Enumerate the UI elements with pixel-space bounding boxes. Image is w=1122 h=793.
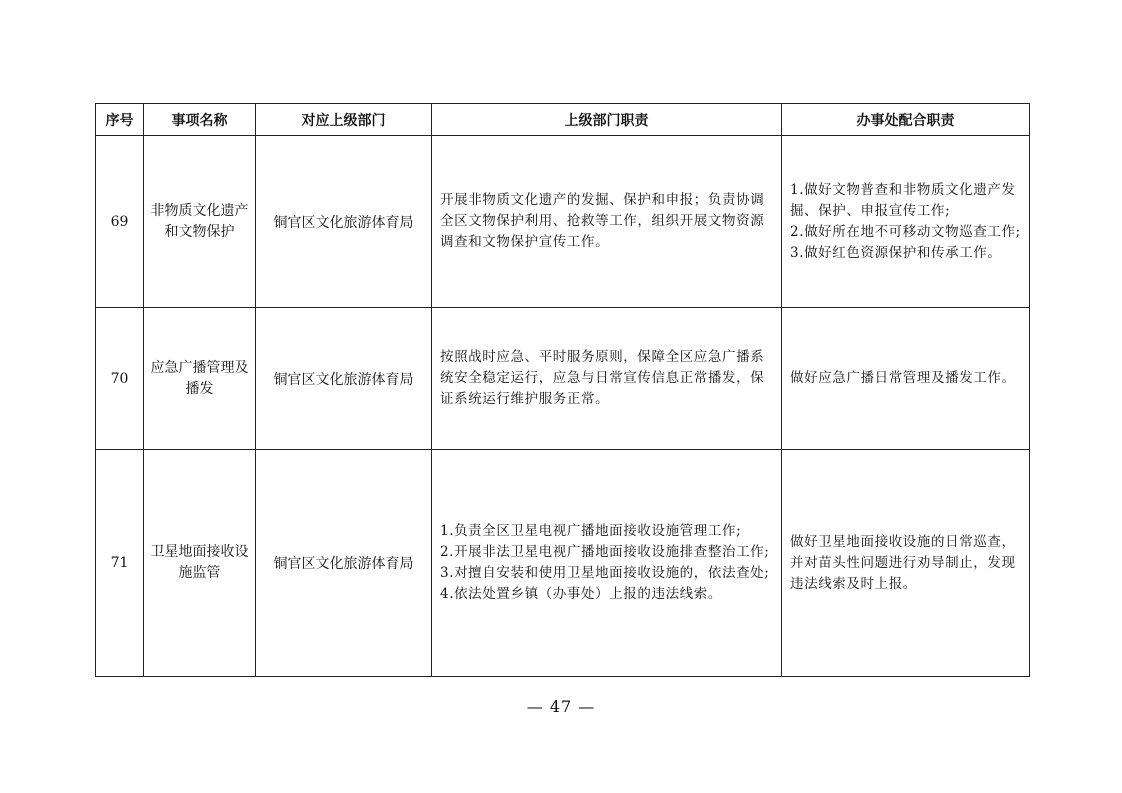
- duty-line: 3.对擅自安装和使用卫星地面接收设施的，依法查处;: [440, 565, 770, 581]
- table-row: [96, 308, 1030, 450]
- table-row: [96, 450, 1030, 677]
- header-item-name: 事项名称: [144, 104, 256, 136]
- header-superior-duty: 上级部门职责: [432, 104, 782, 136]
- row-number: 69: [96, 136, 144, 308]
- page-number: — 47 —: [526, 697, 596, 716]
- duty-line: 开展非物质文化遗产的发掘、保护和申报；负责协调全区文物保护利用、抢救等工作，组织开展文物资源调查和文物保护宣传工作。: [440, 192, 765, 250]
- office-coop-duty: [782, 308, 1030, 450]
- item-name: 非物质文化遗产和文物保护: [144, 136, 256, 308]
- superior-dept: 铜官区文化旅游体育局: [256, 308, 432, 450]
- header-no: 序号: [96, 104, 144, 136]
- superior-duty: [432, 308, 782, 450]
- item-name: 应急广播管理及播发: [144, 308, 256, 450]
- coop-line: 2.做好所在地不可移动文物巡查工作;: [790, 223, 1021, 240]
- superior-dept: 铜官区文化旅游体育局: [256, 450, 432, 677]
- table-row: [96, 136, 1030, 308]
- duty-line: 按照战时应急、平时服务原则，保障全区应急广播系统安全稳定运行，应急与日常宣传信息正常播发，保证系统运行维护服务正常。: [440, 349, 765, 407]
- item-name: 卫星地面接收设施监管: [144, 450, 256, 677]
- duty-line: 2.开展非法卫星电视广播地面接收设施排查整治工作;: [440, 544, 770, 560]
- header-office-coop-duty: 办事处配合职责: [782, 104, 1030, 136]
- table-header-row: [96, 104, 1030, 136]
- coop-line: 做好卫星地面接收设施的日常巡查，并对苗头性问题进行劝导制止，发现违法线索及时上报。: [790, 533, 1016, 592]
- coop-line: 1.做好文物普查和非物质文化遗产发掘、保护、申报宣传工作;: [790, 181, 1016, 219]
- superior-duty: [432, 450, 782, 677]
- duty-line: 1.负责全区卫星电视广播地面接收设施管理工作;: [440, 523, 742, 539]
- superior-duty: [432, 136, 782, 308]
- row-number: 70: [96, 308, 144, 450]
- duty-table: [95, 103, 1030, 677]
- superior-dept: 铜官区文化旅游体育局: [256, 136, 432, 308]
- header-superior-dept: 对应上级部门: [256, 104, 432, 136]
- coop-line: 做好应急广播日常管理及播发工作。: [790, 370, 1016, 386]
- office-coop-duty: [782, 450, 1030, 677]
- coop-line: 3.做好红色资源保护和传承工作。: [790, 244, 1002, 261]
- office-coop-duty: [782, 136, 1030, 308]
- row-number: 71: [96, 450, 144, 677]
- duty-line: 4.依法处置乡镇（办事处）上报的违法线索。: [440, 586, 722, 602]
